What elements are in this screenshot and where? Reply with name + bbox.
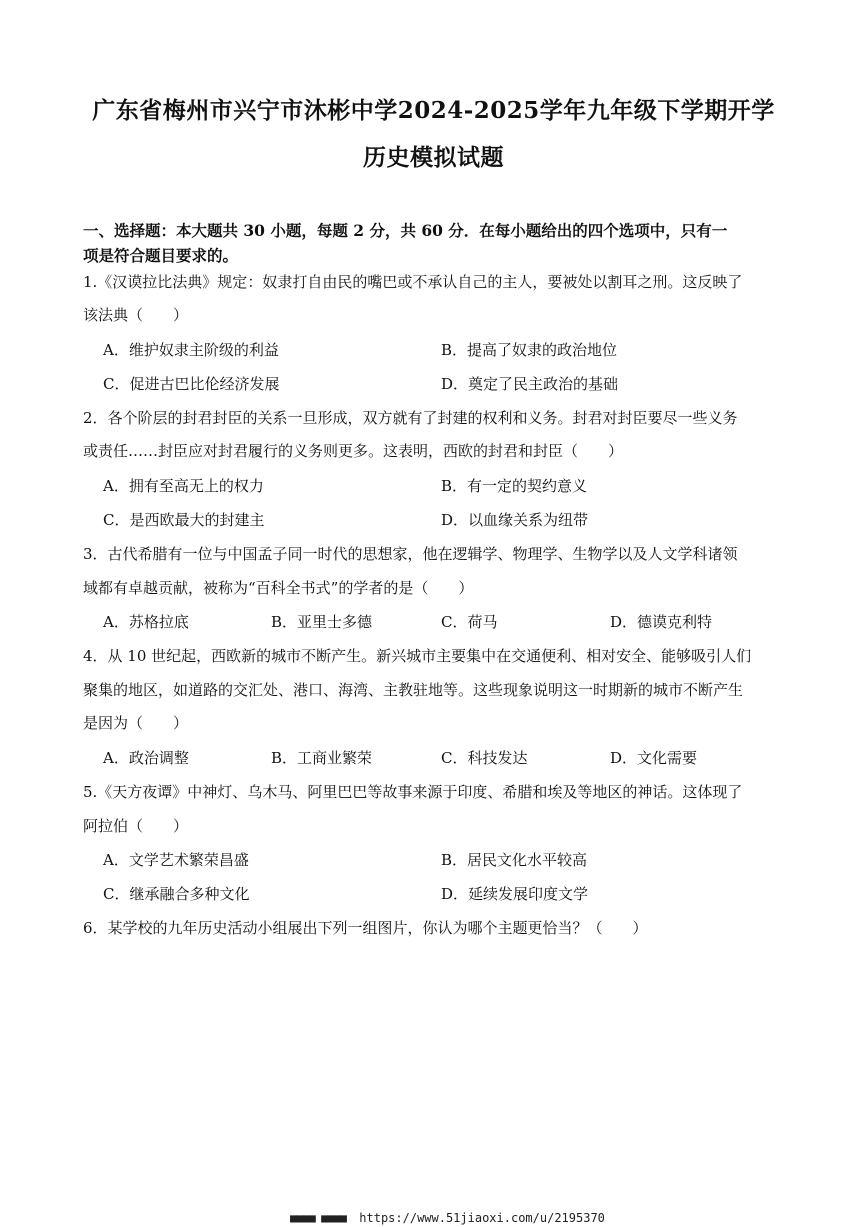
question-5-option-d: D．延续发展印度文学 [441, 885, 589, 903]
question-3-option-c: C．荷马 [441, 613, 498, 631]
question-6-stem-line1: 6．某学校的九年历史活动小组展出下列一组图片，你认为哪个主题更恰当？（ ） [83, 919, 648, 937]
question-5-stem-line2: 阿拉伯（ ） [83, 817, 189, 835]
question-4-stem-line1: 4．从 10 世纪起，西欧新的城市不断产生。新兴城市主要集中在交通便利、相对安全、能够吸引人们 [83, 647, 752, 665]
question-2-stem-line2: 或责任……封臣应对封君履行的义务则更多。这表明，西欧的封君和封臣（ ） [83, 442, 624, 460]
question-1-option-c: C．促进古巴比伦经济发展 [103, 375, 280, 393]
question-4-stem-line3: 是因为（ ） [83, 714, 189, 732]
question-2-option-a: A．拥有至高无上的权力 [103, 477, 264, 495]
question-4-option-a: A．政治调整 [103, 749, 189, 767]
question-5-option-c: C．继承融合多种文化 [103, 885, 250, 903]
footer-dots: ■■■■ ■■■■ [290, 1211, 347, 1225]
section-heading [83, 218, 787, 268]
question-4-option-b: B．工商业繁荣 [271, 749, 373, 767]
question-3-stem-line2: 域都有卓越贡献，被称为“百科全书式”的学者的是（ ） [83, 579, 474, 597]
question-2-option-b: B．有一定的契约意义 [441, 477, 588, 495]
question-1-option-d: D．奠定了民主政治的基础 [441, 375, 619, 393]
question-5-option-b: B．居民文化水平较高 [441, 851, 588, 869]
question-5-stem-line1: 5.《天方夜谭》中神灯、乌木马、阿里巴巴等故事来源于印度、希腊和埃及等地区的神话。这体现了 [83, 783, 743, 801]
question-1-option-a: A．维护奴隶主阶级的利益 [103, 341, 279, 359]
section-heading-line2: 项是符合题目要求的。 [83, 246, 239, 265]
question-3-option-b: B．亚里士多德 [271, 613, 373, 631]
question-2-stem-line1: 2．各个阶层的封君封臣的关系一旦形成，双方就有了封建的权利和义务。封君对封臣要尽一些义务 [83, 409, 738, 427]
question-1-stem-line1: 1.《汉谟拉比法典》规定：奴隶打自由民的嘴巴或不承认自己的主人，要被处以割耳之刑。这反映了 [83, 273, 743, 291]
exam-title-line2: 历史模拟试题 [363, 144, 504, 171]
question-1-option-b: B．提高了奴隶的政治地位 [441, 341, 618, 359]
question-5-option-a: A．文学艺术繁荣昌盛 [103, 851, 249, 869]
question-4-option-c: C．科技发达 [441, 749, 528, 767]
question-3-option-a: A．苏格拉底 [103, 613, 189, 631]
question-3-stem-line1: 3．古代希腊有一位与中国孟子同一时代的思想家，他在逻辑学、物理学、生物学以及人文学科诸领 [83, 545, 738, 563]
question-1-stem-line2: 该法典（ ） [83, 306, 189, 324]
section-heading-line1: 一、选择题：本大题共 30 小题，每题 2 分，共 60 分．在每小题给出的四个选项中，只有一 [83, 221, 728, 240]
question-4-option-d: D．文化需要 [610, 749, 698, 767]
question-2-option-d: D．以血缘关系为纽带 [441, 511, 589, 529]
question-4-stem-line2: 聚集的地区，如道路的交汇处、港口、海湾、主教驻地等。这些现象说明这一时期新的城市不断产生 [83, 681, 744, 699]
question-3-option-d: D．德谟克利特 [610, 613, 713, 631]
page-footer [290, 1211, 605, 1225]
footer-url-link[interactable]: https://www.51jiaoxi.com/u/2195370 [359, 1211, 605, 1225]
question-2-option-c: C．是西欧最大的封建主 [103, 511, 265, 529]
exam-title-line1: 广东省梅州市兴宁市沐彬中学2024-2025学年九年级下学期开学 [92, 97, 775, 124]
